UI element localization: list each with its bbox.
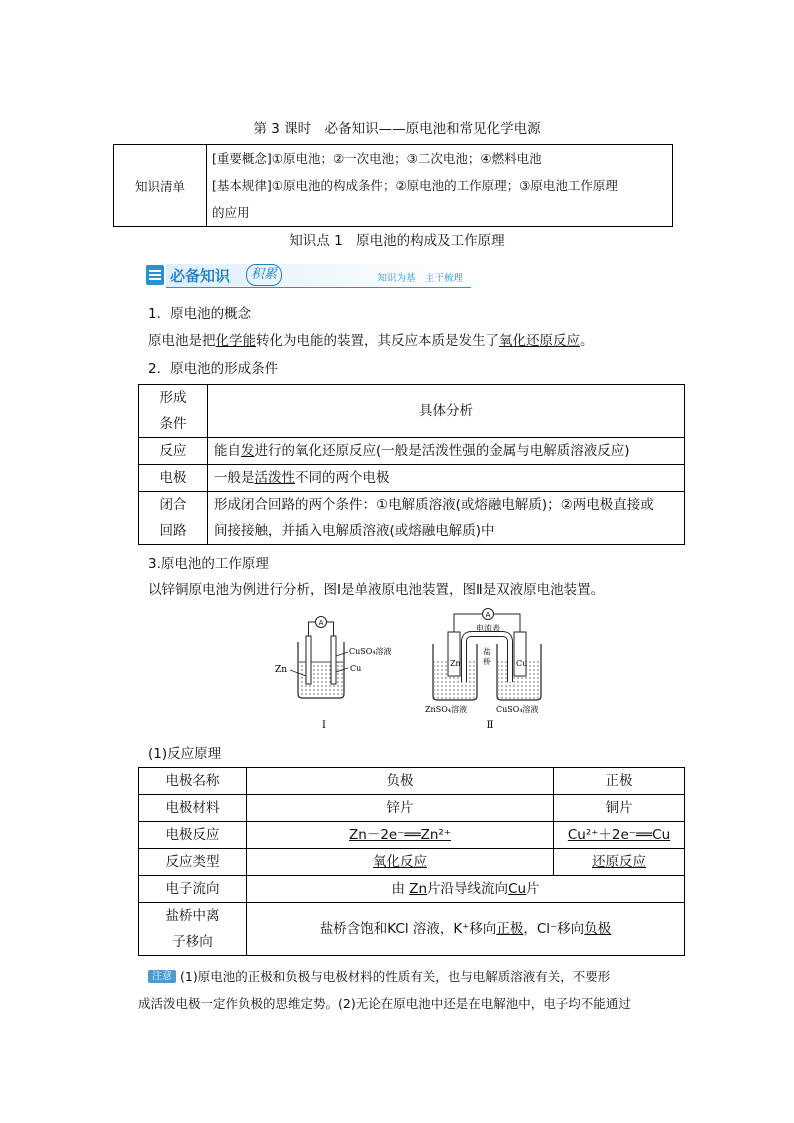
zn-label: Zn (275, 665, 288, 675)
s1-text-a: 原电池是把 (148, 333, 216, 349)
formation-table (138, 384, 685, 545)
row-ion-label: 盐桥中离 子移向 (139, 903, 247, 956)
figure-I (275, 617, 392, 732)
header-positive: 正极 (554, 768, 685, 795)
s1-text-d: 氧化还原反应 (499, 333, 580, 349)
formation-row2-content: 一般是活泼性不同的两个电极 (208, 465, 685, 492)
banner-subtitle: 知识为基 主干梳理 (377, 273, 463, 284)
salt-bridge-2: 桥 (483, 657, 491, 666)
row-material-pos: 铜片 (554, 795, 685, 822)
cu-label-1: Cu (350, 664, 362, 673)
row-type-label: 反应类型 (139, 849, 247, 876)
s1-text-c: 转化为电能的装置，其反应本质是发生了 (256, 333, 499, 349)
formation-header-col1: 形成 条件 (139, 385, 208, 438)
knowledge-list-line3: 的应用 (212, 205, 250, 220)
figure-I-label: Ⅰ (322, 720, 326, 731)
section1-text (148, 329, 688, 349)
row-type-pos: 还原反应 (554, 849, 685, 876)
salt-bridge-1: 盐 (483, 647, 491, 656)
cu-label-II: Cu (516, 659, 528, 668)
formation-row3-label: 闭合 回路 (139, 492, 208, 545)
row-ion-content: 盐桥含饱和KCl 溶液，K⁺移向正极，Cl⁻移向负极 (247, 903, 685, 956)
note-tag: 注意 (148, 970, 176, 983)
cuso4-label-2: CuSO₄溶液 (496, 705, 539, 714)
section3-heading: 3.原电池的工作原理 (148, 556, 269, 572)
s1-text-b: 化学能 (215, 333, 256, 349)
cuso4-label-1: CuSO₄溶液 (349, 647, 392, 656)
formation-row1-label: 反应 (139, 438, 208, 465)
section-banner (146, 262, 471, 288)
formation-row1-content: 能自发进行的氧化还原反应(一般是活泼性强的金属与电解质溶液反应) (208, 438, 685, 465)
figure-II (425, 609, 541, 732)
note-line1: 注意 (1)原电池的正极和负极与电极材料的性质有关，也与电解质溶液有关，不要形 (148, 963, 686, 990)
book-icon (146, 265, 164, 285)
row-electron-label: 电子流向 (139, 876, 247, 903)
row-type-neg: 氧化反应 (247, 849, 554, 876)
row-reaction-neg: Zn－2e⁻══Zn²⁺ (247, 822, 554, 849)
knowledge-list-content (207, 145, 673, 227)
banner-seal: 积累 (246, 264, 282, 286)
note-line2: 成活泼电极一定作负极的思维定势。(2)无论在原电池中还是在电解池中，电子均不能通过 (138, 996, 631, 1011)
row-material-neg: 锌片 (247, 795, 554, 822)
s1-text-e: 。 (580, 333, 594, 349)
page-title: 第 3 课时 必备知识——原电池和常见化学电源 (253, 121, 541, 137)
knowledge-list-label: 知识清单 (114, 145, 207, 227)
formation-header-col2: 具体分析 (208, 385, 685, 438)
row-electron-content: 由 Zn片沿导线流向Cu片 (247, 876, 685, 903)
zn-label-II: Zn (450, 659, 461, 668)
formation-row2-label: 电极 (139, 465, 208, 492)
note-block (138, 963, 686, 1017)
galvanic-cell-figure (268, 604, 558, 734)
principle-table (138, 767, 685, 956)
knowledge-list-table (113, 144, 673, 227)
header-negative: 负极 (247, 768, 554, 795)
banner-title: 必备知识 (170, 267, 231, 285)
ammeter-text: 电流表 (476, 624, 500, 633)
knowledge-point-heading: 知识点 1 原电池的构成及工作原理 (289, 233, 505, 249)
section3-text: 以锌铜原电池为例进行分析，图Ⅰ是单液原电池装置，图Ⅱ是双液原电池装置。 (148, 582, 605, 598)
knowledge-list-line2: [基本规律]①原电池的构成条件；②原电池的工作原理；③原电池工作原理 (212, 178, 618, 193)
section2-heading: 2．原电池的形成条件 (148, 361, 279, 377)
row-reaction-label: 电极反应 (139, 822, 247, 849)
header-electrode-name: 电极名称 (139, 768, 247, 795)
section1-heading: 1．原电池的概念 (148, 306, 252, 322)
knowledge-list-line1: [重要概念]①原电池；②一次电池；③二次电池；④燃料电池 (212, 151, 542, 166)
row-material-label: 电极材料 (139, 795, 247, 822)
znso4-label: ZnSO₄溶液 (425, 705, 467, 714)
ammeter-label-I: A (318, 619, 324, 627)
figure-II-label: Ⅱ (486, 720, 494, 731)
formation-row3-content: 形成闭合回路的两个条件：①电解质溶液(或熔融电解质)；②两电极直接或 间接接触，并插入电解质溶液(或熔融电解质)中 (208, 492, 685, 545)
ammeter-label-II: A (485, 611, 491, 619)
row-reaction-pos: Cu²⁺＋2e⁻══Cu (554, 822, 685, 849)
section4-heading: (1)反应原理 (148, 746, 222, 762)
